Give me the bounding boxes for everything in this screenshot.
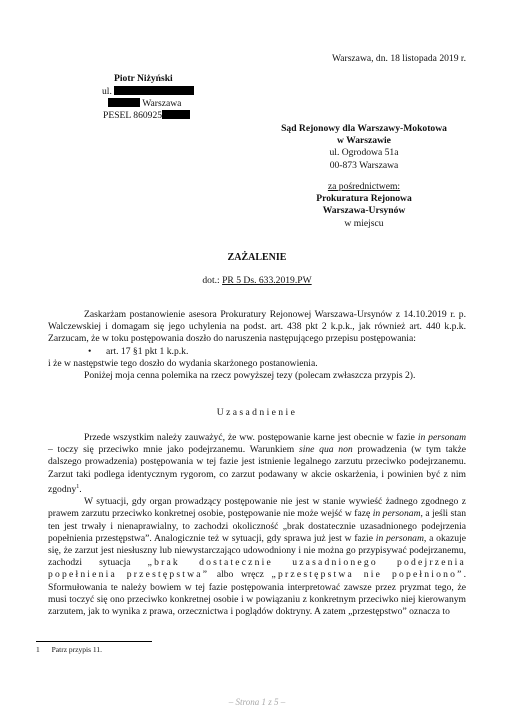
recipient-court: Sąd Rejonowy dla Warszawy-Mokotowa — [281, 123, 447, 134]
intermediary-label: za pośrednictwem: — [327, 181, 401, 192]
case-reference — [0, 275, 514, 287]
sender-street — [102, 86, 194, 98]
body-text: , a jeśli stan ten jest trwały i nienaprawialny, to zachodzi okoliczność „brak dostatecznie uzasadnionego podejrzenia popełnienia przestępstwa”. Analogicznie też w sytuacji, gdy sprawa już jest w fazie — [48, 508, 467, 544]
latin-term: in personam — [372, 508, 421, 520]
redaction-pesel — [162, 110, 190, 119]
intermediary-block — [268, 181, 460, 230]
intro-bullet — [48, 346, 466, 358]
body-text: W sytuacji, gdy organ prowadzący postępowanie nie jest w stanie wywieść żadnego zgodnego z prawem zarzutu przeciwko konkretnej osobie, postępowanie nie może wejść w fazę — [48, 496, 466, 520]
recipient-city: w Warszawie — [337, 135, 391, 147]
body-text: . — [79, 484, 82, 495]
footnote-separator — [36, 641, 152, 642]
latin-term: in personam — [417, 432, 467, 443]
redaction-street — [114, 86, 194, 95]
body-text: , a okazuje się, że zarzut jest niesłuszny lub niewystarczająco udowodniony i nie można go przypisywać podejrzanemu, zachodzi sytuacja — [48, 532, 467, 569]
body-text: albo wręcz — [209, 569, 272, 581]
footnote-ref: 1 — [76, 483, 80, 490]
emphasized-phrase: „przestępstwa nie popełniono” — [271, 569, 464, 581]
section-title: Uzasadnienie — [216, 407, 298, 418]
sender-pesel-prefix: PESEL 860925 — [103, 110, 163, 121]
intermediary-office-city: Warszawa-Ursynów — [322, 205, 406, 217]
document-title: ZAŻALENIE — [227, 252, 287, 263]
footnote-text: Patrz przypis 11. — [51, 645, 102, 654]
recipient-block — [268, 123, 460, 172]
intro-paragraph: Zaskarżam postanowienie asesora Prokuratury Rejonowej Warszawa-Ursynów z 14.10.2019 r. p. Walczewskiej i domagam się jego uchylenia na podst. art. 438 pkt 2 k.p.k., jak również art. 440 k.p.k. Zarzucam, że w toku postępowania doszło do naruszenia następującego przepisu postępowania: — [48, 309, 466, 345]
case-ref-number: PR 5 Ds. 633.2019.PW — [222, 275, 312, 286]
recipient-street: ul. Ogrodowa 51a — [329, 147, 399, 159]
intermediary-office: Prokuratura Rejonowa — [316, 193, 412, 205]
case-ref-prefix: dot.: — [202, 275, 220, 286]
body-text: . Sformułowania te należy bowiem w tej fazie postępowania interpretować zawsze przez pryzmat tego, że musi toczyć się ono przeciwko konkretnej osobie i w powiązaniu z konkretnym przeciwko niej kierowanym zarzutem, jak to wynika z prawa, orzecznictwa i poglądów doktryny. A zatem „przestępstwo” oznacza to — [48, 569, 466, 618]
redaction-postcode — [108, 98, 140, 107]
sender-pesel — [103, 110, 190, 122]
sender-city-line — [108, 98, 181, 110]
body-text: prowadzenia (w tym także dalszego prowadzenia) postępowania w tej fazie jest istnienie legalnego zarzutu przeciwko podejrzanemu. Zarzut taki podlega identycznym rygorom, co zarzut podawany w akcie oskarżenia, i powinien być z nim zgodny — [48, 444, 466, 495]
latin-term: in personam — [375, 532, 424, 544]
page-number: – Strona 1 z 5 – — [228, 697, 286, 707]
intro-section — [48, 309, 466, 382]
bullet-text: art. 17 §1 pkt 1 k.p.k. — [106, 345, 189, 357]
intermediary-place: w miejscu — [344, 217, 384, 229]
body-paragraph-2 — [48, 496, 466, 618]
intro-consequence: i że w następstwie tego doszło do wydania skarżonego postanowienia. — [48, 357, 318, 369]
bullet-dot: • — [88, 345, 92, 357]
body-text: Przede wszystkim należy zauważyć, że ww. postępowanie karne jest obecnie w fazie — [84, 432, 418, 443]
latin-term: sine qua non — [298, 444, 353, 456]
intro-polemic-note: Poniżej moja cenna polemika na rzecz powyższej tezy (polecam zwłaszcza przypis 2). — [84, 370, 416, 382]
body-text: – toczy się przeciwko mnie jako podejrzanemu. Warunkiem — [48, 444, 299, 456]
sender-name: Piotr Niżyński — [114, 73, 173, 84]
recipient-postcode: 00-873 Warszawa — [329, 159, 399, 171]
sender-city: Warszawa — [142, 98, 182, 109]
sender-street-prefix: ul. — [102, 86, 112, 97]
place-date: Warszawa, dn. 18 listopada 2019 r. — [331, 53, 466, 64]
body-paragraph-1 — [48, 432, 466, 496]
footnote-number: 1 — [36, 645, 40, 654]
emphasized-phrase: „brak dostatecznie uzasadnionego podejrzenia popełnienia przestępstwa” — [48, 557, 466, 581]
footnote — [36, 645, 102, 654]
body-section — [48, 432, 466, 618]
